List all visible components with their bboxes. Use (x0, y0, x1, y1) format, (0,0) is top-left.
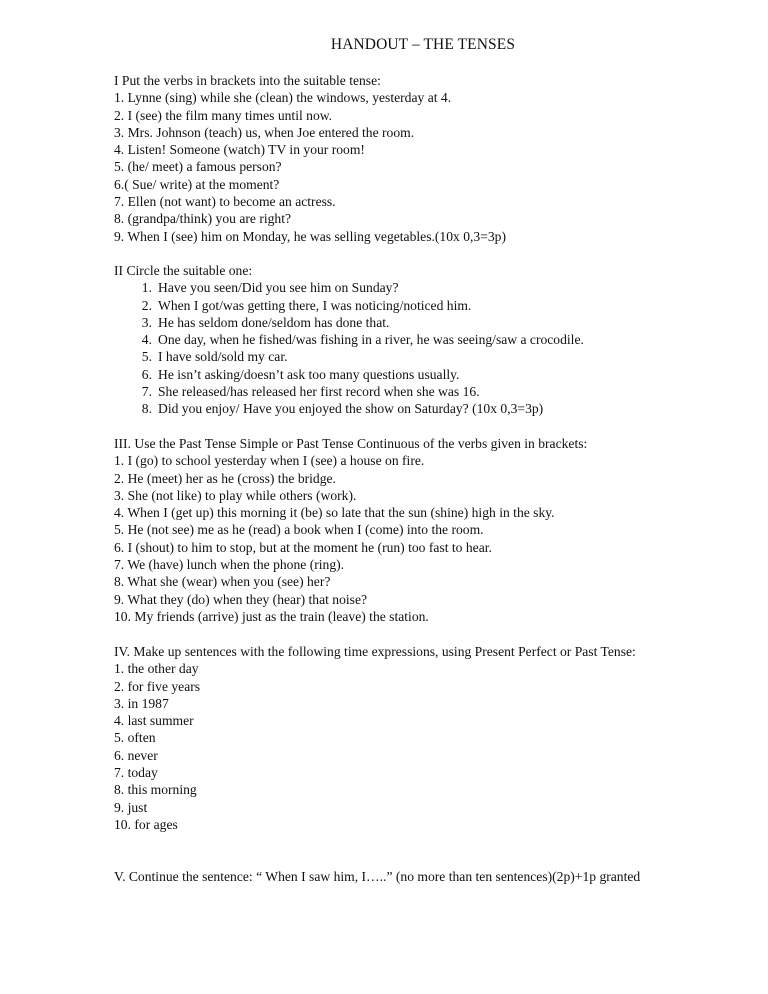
item-number: 8. (141, 401, 152, 417)
item-number: 3. (141, 314, 152, 330)
exercise-2-item (114, 297, 584, 314)
item-number: 2. (141, 297, 152, 313)
exercise-4-item: 8. this morning (114, 782, 197, 798)
exercise-3-item: 9. What they (do) when they (hear) that noise? (114, 591, 368, 607)
exercise-3-item: 2. He (meet) her as he (cross) the bridge. (114, 470, 336, 486)
exercise-3-item: 7. We (have) lunch when the phone (ring). (114, 557, 345, 573)
exercise-1-item: 4. Listen! Someone (watch) TV in your room! (114, 142, 365, 158)
exercise-2-item (114, 331, 584, 348)
item-text: I have sold/sold my car. (158, 349, 288, 365)
exercise-4-item: 4. last summer (114, 713, 194, 729)
exercise-2-item (114, 383, 584, 400)
exercise-2-list (114, 279, 584, 417)
item-text: Did you enjoy/ Have you enjoyed the show on Saturday? (10x 0,3=3p) (158, 401, 544, 417)
exercise-4-item: 5. often (114, 730, 156, 746)
exercise-4-heading: IV. Make up sentences with the following time expressions, using Present Perfect or Past Tense: (114, 644, 636, 659)
exercise-1-item: 3. Mrs. Johnson (teach) us, when Joe entered the room. (114, 124, 415, 140)
exercise-3-item: 8. What she (wear) when you (see) her? (114, 574, 331, 590)
exercise-1-heading: I Put the verbs in brackets into the suitable tense: (114, 73, 381, 88)
item-text: He isn’t asking/doesn’t ask too many questions usually. (158, 366, 460, 382)
item-number: 4. (141, 332, 152, 348)
exercise-1-item: 5. (he/ meet) a famous person? (114, 159, 282, 175)
exercise-4-item: 7. today (114, 765, 158, 781)
exercise-4 (114, 643, 636, 833)
item-text: When I got/was getting there, I was noticing/noticed him. (158, 297, 472, 313)
exercise-3-item: 10. My friends (arrive) just as the train (leave) the station. (114, 608, 429, 624)
exercise-5 (114, 868, 640, 885)
exercise-2 (114, 262, 584, 418)
exercise-1-item: 6.( Sue/ write) at the moment? (114, 176, 280, 192)
exercise-4-item: 9. just (114, 799, 148, 815)
exercise-4-item: 1. the other day (114, 661, 199, 677)
exercise-3-item: 1. I (go) to school yesterday when I (see) a house on fire. (114, 453, 425, 469)
exercise-1-item: 9. When I (see) him on Monday, he was selling vegetables.(10x 0,3=3p) (114, 228, 506, 244)
exercise-2-item (114, 314, 584, 331)
exercise-1-item: 1. Lynne (sing) while she (clean) the windows, yesterday at 4. (114, 90, 452, 106)
exercise-2-item (114, 366, 584, 383)
exercise-4-item: 2. for five years (114, 678, 201, 694)
exercise-1-item: 8. (grandpa/think) you are right? (114, 211, 292, 227)
item-text: Have you seen/Did you see him on Sunday? (158, 280, 399, 296)
item-text: One day, when he fished/was fishing in a river, he was seeing/saw a crocodile. (158, 332, 584, 348)
exercise-4-item: 3. in 1987 (114, 695, 169, 711)
item-text: He has seldom done/seldom has done that. (158, 314, 390, 330)
item-text: She released/has released her first record when she was 16. (158, 384, 480, 400)
page-title: HANDOUT – THE TENSES (330, 36, 516, 53)
exercise-1-item: 7. Ellen (not want) to become an actress. (114, 194, 336, 210)
exercise-3 (114, 435, 587, 625)
exercise-2-heading: II Circle the suitable one: (114, 263, 253, 278)
item-number: 6. (141, 366, 152, 382)
exercise-3-item: 6. I (shout) to him to stop, but at the moment he (run) too fast to hear. (114, 539, 492, 555)
item-number: 5. (141, 349, 152, 365)
exercise-3-item: 3. She (not like) to play while others (work). (114, 487, 357, 503)
exercise-3-item: 5. He (not see) me as he (read) a book when I (come) into the room. (114, 522, 484, 538)
exercise-4-item: 10. for ages (114, 816, 178, 832)
item-number: 1. (141, 280, 152, 296)
exercise-3-heading: III. Use the Past Tense Simple or Past Tense Continuous of the verbs given in brackets: (114, 436, 588, 451)
exercise-3-item: 4. When I (get up) this morning it (be) so late that the sun (shine) high in the sky. (114, 505, 555, 521)
exercise-1-item: 2. I (see) the film many times until now. (114, 107, 333, 123)
exercise-2-item (114, 400, 584, 417)
exercise-2-item (114, 279, 584, 296)
exercise-5-text: V. Continue the sentence: “ When I saw him, I…..” (no more than ten sentences)(2p)+1p granted (114, 869, 641, 884)
exercise-2-item (114, 348, 584, 365)
exercise-1 (114, 72, 506, 245)
item-number: 7. (141, 384, 152, 400)
exercise-4-item: 6. never (114, 747, 158, 763)
